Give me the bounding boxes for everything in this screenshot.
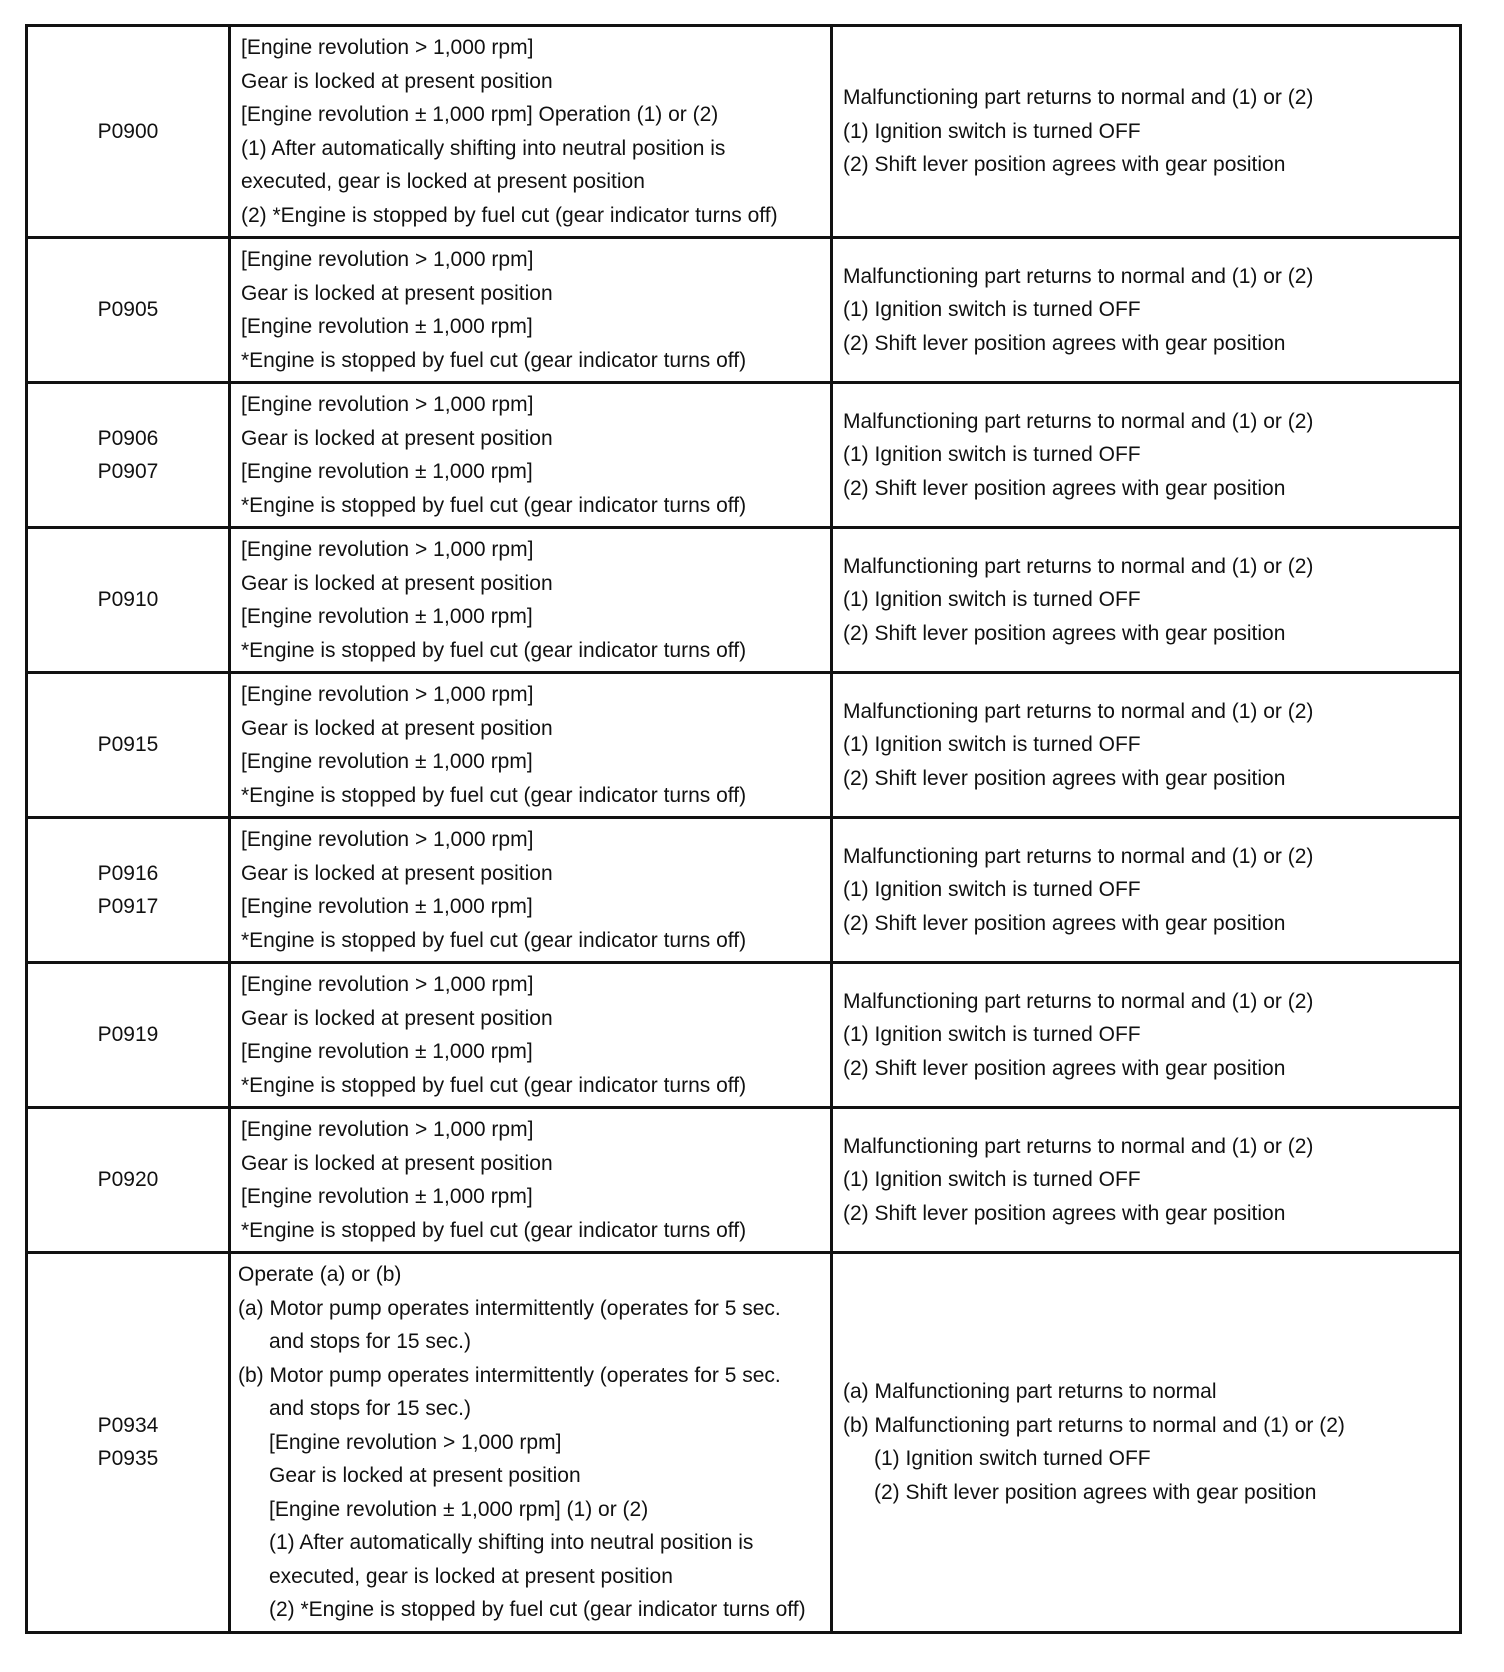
release-line: (2) Shift lever position agrees with gear position — [843, 621, 1286, 645]
release-line: (a) Malfunctioning part returns to normal — [843, 1380, 1217, 1404]
release-line: (2) Shift lever position agrees with gear position — [874, 1480, 1317, 1504]
release-line: (2) Shift lever position agrees with gear position — [843, 911, 1286, 935]
operation-line: [Engine revolution > 1,000 rpm] — [269, 1430, 562, 1454]
operation-line: [Engine revolution ± 1,000 rpm] — [241, 315, 533, 338]
operation-line: *Engine is stopped by fuel cut (gear indicator turns off) — [241, 348, 747, 372]
dtc-code: P0917 — [97, 895, 159, 918]
release-condition-cell — [832, 1253, 1461, 1633]
dtc-code-cell — [27, 1108, 230, 1253]
release-line: (1) Ignition switch is turned OFF — [843, 1168, 1141, 1192]
release-line: Malfunctioning part returns to normal and (1) or (2) — [843, 264, 1314, 288]
dtc-code-cell — [27, 528, 230, 673]
dtc-fail-safe-table — [25, 24, 1462, 1634]
fail-safe-operation-cell — [230, 1253, 832, 1633]
operation-line: (b) Motor pump operates intermittently (operates for 5 sec. and stops for 15 sec.) — [238, 1363, 781, 1420]
release-condition-cell — [832, 383, 1461, 528]
dtc-code: P0934 — [97, 1413, 159, 1437]
operation-line: Gear is locked at present position — [241, 69, 553, 93]
operation-line: [Engine revolution > 1,000 rpm] — [241, 1118, 534, 1141]
operation-line: (2) *Engine is stopped by fuel cut (gear indicator turns off) — [269, 1598, 806, 1621]
operation-line: [Engine revolution > 1,000 rpm] — [241, 36, 534, 59]
operation-line: Gear is locked at present position — [241, 861, 553, 885]
release-line: Malfunctioning part returns to normal and (1) or (2) — [843, 989, 1314, 1013]
operation-line: [Engine revolution > 1,000 rpm] — [241, 973, 534, 996]
release-line: (2) Shift lever position agrees with gear position — [843, 331, 1286, 355]
operation-line: [Engine revolution > 1,000 rpm] — [241, 248, 534, 271]
release-line: Malfunctioning part returns to normal and (1) or (2) — [843, 86, 1314, 110]
operation-line: Gear is locked at present position — [241, 426, 553, 450]
release-line: (1) Ignition switch is turned OFF — [843, 443, 1141, 467]
operation-line: *Engine is stopped by fuel cut (gear indicator turns off) — [241, 928, 747, 952]
release-line: (1) Ignition switch is turned OFF — [843, 298, 1141, 322]
table-row — [27, 238, 1461, 383]
operation-line: *Engine is stopped by fuel cut (gear indicator turns off) — [241, 638, 747, 662]
table-row — [27, 1108, 1461, 1253]
dtc-code-cell — [27, 383, 230, 528]
table-body — [27, 26, 1461, 1633]
release-line: (2) Shift lever position agrees with gear position — [843, 1056, 1286, 1080]
fail-safe-operation-cell — [230, 238, 832, 383]
dtc-code: P0920 — [97, 1168, 159, 1192]
operation-line: [Engine revolution ± 1,000 rpm] — [241, 605, 533, 628]
release-line: (2) Shift lever position agrees with gear position — [843, 1201, 1286, 1225]
fail-safe-operation-cell — [230, 818, 832, 963]
dtc-code: P0905 — [97, 298, 159, 322]
release-line: Malfunctioning part returns to normal and (1) or (2) — [843, 409, 1314, 433]
release-line: Malfunctioning part returns to normal and (1) or (2) — [843, 844, 1314, 868]
fail-safe-operation-cell — [230, 673, 832, 818]
dtc-code: P0900 — [97, 119, 159, 143]
release-condition-cell — [832, 528, 1461, 673]
operation-line: (1) After automatically shifting into neutral position is executed, gear is locked at present position — [269, 1531, 754, 1588]
operation-line: [Engine revolution ± 1,000 rpm] — [241, 750, 533, 773]
release-line: (1) Ignition switch is turned OFF — [843, 878, 1141, 902]
release-condition-cell — [832, 26, 1461, 238]
dtc-code-cell — [27, 26, 230, 238]
operation-line: [Engine revolution ± 1,000 rpm] — [241, 460, 533, 483]
operation-line: Gear is locked at present position — [241, 1151, 553, 1175]
release-line: Malfunctioning part returns to normal and (1) or (2) — [843, 1134, 1314, 1158]
fail-safe-operation-cell — [230, 963, 832, 1108]
operation-line: [Engine revolution ± 1,000 rpm] — [241, 895, 533, 918]
operation-line: [Engine revolution ± 1,000 rpm] Operation (1) or (2) — [241, 103, 719, 126]
table-row — [27, 963, 1461, 1108]
release-line: (1) Ignition switch is turned OFF — [843, 733, 1141, 757]
dtc-code: P0916 — [97, 861, 159, 885]
release-condition-cell — [832, 818, 1461, 963]
table-row — [27, 26, 1461, 238]
release-line: (2) Shift lever position agrees with gear position — [843, 153, 1286, 177]
operation-line: [Engine revolution > 1,000 rpm] — [241, 393, 534, 416]
release-condition-cell — [832, 963, 1461, 1108]
release-line: (1) Ignition switch is turned OFF — [843, 588, 1141, 612]
operation-line: [Engine revolution > 1,000 rpm] — [241, 683, 534, 706]
operation-line: [Engine revolution ± 1,000 rpm] — [241, 1185, 533, 1208]
dtc-code-cell — [27, 673, 230, 818]
operation-line: Operate (a) or (b) — [238, 1263, 402, 1286]
release-condition-cell — [832, 238, 1461, 383]
release-condition-cell — [832, 673, 1461, 818]
operation-line: [Engine revolution > 1,000 rpm] — [241, 538, 534, 561]
operation-line: *Engine is stopped by fuel cut (gear indicator turns off) — [241, 1218, 747, 1242]
release-line: Malfunctioning part returns to normal and (1) or (2) — [843, 554, 1314, 578]
table-row — [27, 528, 1461, 673]
fail-safe-operation-cell — [230, 26, 832, 238]
dtc-code-cell — [27, 1253, 230, 1633]
dtc-code: P0915 — [97, 733, 159, 757]
release-condition-cell — [832, 1108, 1461, 1253]
operation-line: *Engine is stopped by fuel cut (gear indicator turns off) — [241, 783, 747, 807]
table-row — [27, 383, 1461, 528]
fail-safe-operation-cell — [230, 383, 832, 528]
dtc-code: P0910 — [97, 588, 159, 612]
dtc-code-cell — [27, 238, 230, 383]
release-line: (1) Ignition switch turned OFF — [874, 1447, 1151, 1471]
table-row — [27, 1253, 1461, 1633]
release-line: (2) Shift lever position agrees with gear position — [843, 766, 1286, 790]
operation-line: (1) After automatically shifting into neutral position is — [241, 136, 726, 160]
operation-line: Gear is locked at present position — [241, 281, 553, 305]
operation-line: Gear is locked at present position — [241, 716, 553, 740]
table-row — [27, 673, 1461, 818]
operation-line: *Engine is stopped by fuel cut (gear indicator turns off) — [241, 1073, 747, 1097]
dtc-code: P0907 — [97, 460, 159, 483]
operation-line: Gear is locked at present position — [269, 1464, 581, 1487]
dtc-code-cell — [27, 818, 230, 963]
release-line: (1) Ignition switch is turned OFF — [843, 119, 1141, 143]
operation-line: [Engine revolution > 1,000 rpm] — [241, 828, 534, 851]
fail-safe-operation-cell — [230, 1108, 832, 1253]
table-row — [27, 818, 1461, 963]
dtc-code: P0935 — [97, 1447, 159, 1471]
dtc-code: P0919 — [97, 1023, 159, 1047]
operation-line: (2) *Engine is stopped by fuel cut (gear indicator turns off) — [241, 203, 778, 227]
operation-line: (a) Motor pump operates intermittently (operates for 5 sec. and stops for 15 sec.) — [238, 1296, 781, 1353]
release-line: (2) Shift lever position agrees with gear position — [843, 476, 1286, 500]
operation-line: Gear is locked at present position — [241, 1006, 553, 1030]
operation-line: *Engine is stopped by fuel cut (gear indicator turns off) — [241, 493, 747, 517]
operation-line: Gear is locked at present position — [241, 571, 553, 595]
fail-safe-operation-cell — [230, 528, 832, 673]
dtc-code: P0906 — [97, 426, 159, 450]
release-line: (1) Ignition switch is turned OFF — [843, 1023, 1141, 1047]
operation-line: executed, gear is locked at present position — [241, 170, 645, 193]
release-line: Malfunctioning part returns to normal and (1) or (2) — [843, 699, 1314, 723]
release-line: (b) Malfunctioning part returns to normal and (1) or (2) — [843, 1413, 1345, 1437]
operation-line: [Engine revolution ± 1,000 rpm] — [241, 1040, 533, 1063]
operation-line: [Engine revolution ± 1,000 rpm] (1) or (2) — [269, 1497, 649, 1521]
dtc-code-cell — [27, 963, 230, 1108]
